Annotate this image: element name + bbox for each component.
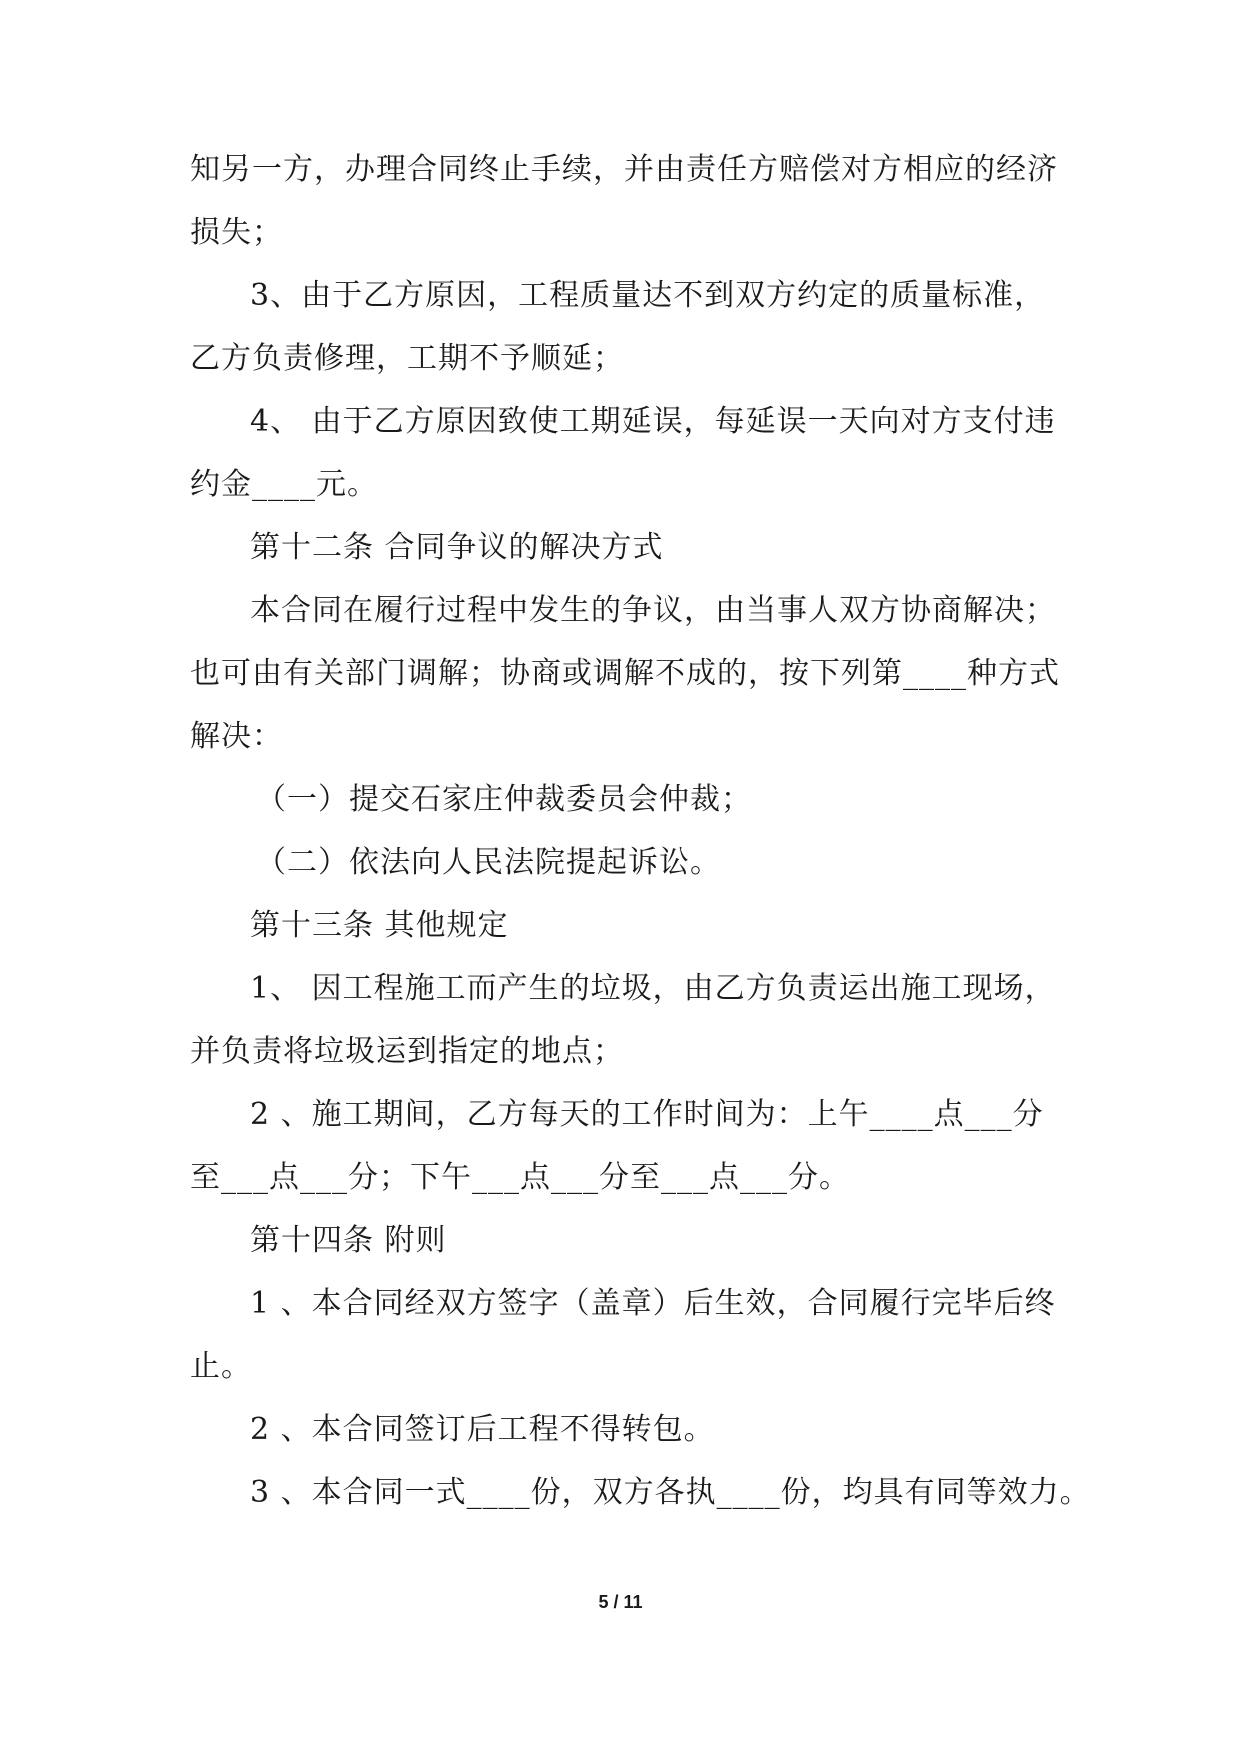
paragraph-line: 3 、本合同一式____份，双方各执____份，均具有同等效力。 (250, 1475, 1091, 1510)
section-heading: 第十二条 合同争议的解决方式 (250, 530, 664, 565)
paragraph-line: 止。 (190, 1349, 252, 1384)
paragraph-line: 并负责将垃圾运到指定的地点； (190, 1034, 624, 1069)
paragraph-line: 3、由于乙方原因，工程质量达不到双方约定的质量标准， (250, 278, 1046, 313)
paragraph-line: 4、 由于乙方原因致使工期延误，每延误一天向对方支付违 (250, 404, 1056, 439)
paragraph-line: 乙方负责修理，工期不予顺延； (190, 341, 624, 376)
section-heading: 第十四条 附则 (250, 1223, 447, 1258)
paragraph-line: 解决： (190, 719, 283, 754)
paragraph-line: 1、 因工程施工而产生的垃圾，由乙方负责运出施工现场， (250, 971, 1056, 1006)
paragraph-line: 至___点___分；下午___点___分至___点___分。 (190, 1160, 850, 1195)
paragraph-line: 约金____元。 (190, 467, 378, 502)
paragraph-line: 知另一方，办理合同终止手续，并由责任方赔偿对方相应的经济 (190, 152, 1058, 187)
document-body (190, 138, 1091, 1524)
list-item: （二）依法向人民法院提起诉讼。 (256, 845, 721, 880)
paragraph-line: 2 、施工期间，乙方每天的工作时间为：上午____点___分 (250, 1097, 1044, 1132)
paragraph-line: 2 、本合同签订后工程不得转包。 (250, 1412, 715, 1447)
page-number: 5 / 11 (598, 1592, 643, 1612)
paragraph-line: 本合同在履行过程中发生的争议，由当事人双方协商解决； (250, 593, 1056, 628)
paragraph-line: 1 、本合同经双方签字（盖章）后生效，合同履行完毕后终 (250, 1286, 1056, 1321)
paragraph-line: 损失； (190, 215, 283, 250)
section-heading: 第十三条 其他规定 (250, 908, 509, 943)
paragraph-line: 也可由有关部门调解；协商或调解不成的，按下列第____种方式 (190, 656, 1060, 691)
list-item: （一）提交石家庄仲裁委员会仲裁； (256, 782, 752, 817)
